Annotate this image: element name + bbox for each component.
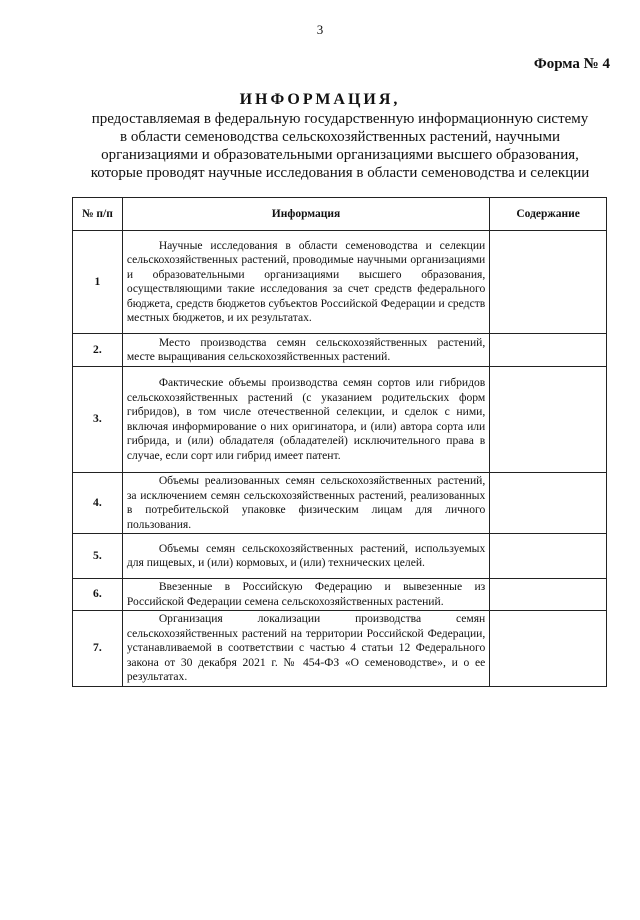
subtitle-line: предоставляемая в федеральную государственную информационную систему bbox=[91, 111, 589, 127]
row-number: 4. bbox=[73, 473, 123, 534]
row-number: 2. bbox=[73, 334, 123, 367]
row-information: Фактические объемы производства семян сортов или гибридов сельскохозяйственных растений (с указанием родительских форм гибридов), в том числе отечественной селекции, и сделок с ними, включая информирование о них оригинатора, и (или) автора сорта или гибрида, и (или) обладателя (обладателей) исключительного права в случае, если сорт или гибрид имеет патент. bbox=[122, 367, 489, 473]
table-row bbox=[73, 473, 607, 534]
form-label: Форма № 4 bbox=[533, 56, 610, 72]
table-row bbox=[73, 334, 607, 367]
row-content-cell[interactable] bbox=[490, 334, 607, 367]
row-information: Ввезенные в Российскую Федерацию и вывезенные из Российской Федерации семена сельскохозяйственных растений. bbox=[122, 579, 489, 611]
row-information: Объемы семян сельскохозяйственных растений, используемых для пищевых, и (или) кормовых, и (или) технических целей. bbox=[122, 534, 489, 579]
page-number: 3 bbox=[316, 22, 324, 37]
table-row bbox=[73, 367, 607, 473]
row-number: 3. bbox=[73, 367, 123, 473]
column-header-number: № п/п bbox=[73, 198, 123, 231]
row-information: Объемы реализованных семян сельскохозяйственных растений, за исключением семян сельскохозяйственных растений, реализованных в потребительской упаковке физическим лицам для личного пользования. bbox=[122, 473, 489, 534]
row-content-cell[interactable] bbox=[490, 473, 607, 534]
row-number: 5. bbox=[73, 534, 123, 579]
row-content-cell[interactable] bbox=[490, 231, 607, 334]
information-table bbox=[72, 197, 607, 687]
document-subtitle bbox=[60, 110, 620, 182]
row-content-cell[interactable] bbox=[490, 367, 607, 473]
row-number: 7. bbox=[73, 611, 123, 687]
table-row bbox=[73, 534, 607, 579]
table-row bbox=[73, 579, 607, 611]
table-header-row bbox=[73, 198, 607, 231]
row-information: Организация локализации производства семян сельскохозяйственных растений на территории Российской Федерации, устанавливаемой в соответствии с частью 4 статьи 12 Федерального закона от 30 декабря 2021 г. № 454-ФЗ «О семеноводстве», и о ее результатах. bbox=[122, 611, 489, 687]
row-number: 1 bbox=[73, 231, 123, 334]
document-title: ИНФОРМАЦИЯ, bbox=[239, 91, 401, 108]
subtitle-line: в области семеноводства сельскохозяйственных растений, научными bbox=[120, 129, 560, 145]
row-information: Научные исследования в области семеноводства и селекции сельскохозяйственных растений, проводимые научными организациями и образовательными организациями высшего образования, осуществляющими такие исследования за счет средств федерального бюджета, средств бюджетов субъектов Российской Федерации и средств местных бюджетов, и их результатах. bbox=[122, 231, 489, 334]
row-content-cell[interactable] bbox=[490, 534, 607, 579]
column-header-information: Информация bbox=[122, 198, 489, 231]
column-header-content: Содержание bbox=[490, 198, 607, 231]
row-information: Место производства семян сельскохозяйственных растений, месте выращивания сельскохозяйственных растений. bbox=[122, 334, 489, 367]
row-content-cell[interactable] bbox=[490, 611, 607, 687]
subtitle-line: которые проводят научные исследования в области семеноводства и селекции bbox=[90, 165, 590, 181]
row-content-cell[interactable] bbox=[490, 579, 607, 611]
table-row bbox=[73, 231, 607, 334]
row-number: 6. bbox=[73, 579, 123, 611]
table-row bbox=[73, 611, 607, 687]
subtitle-line: организациями и образовательными организациями высшего образования, bbox=[101, 147, 579, 163]
